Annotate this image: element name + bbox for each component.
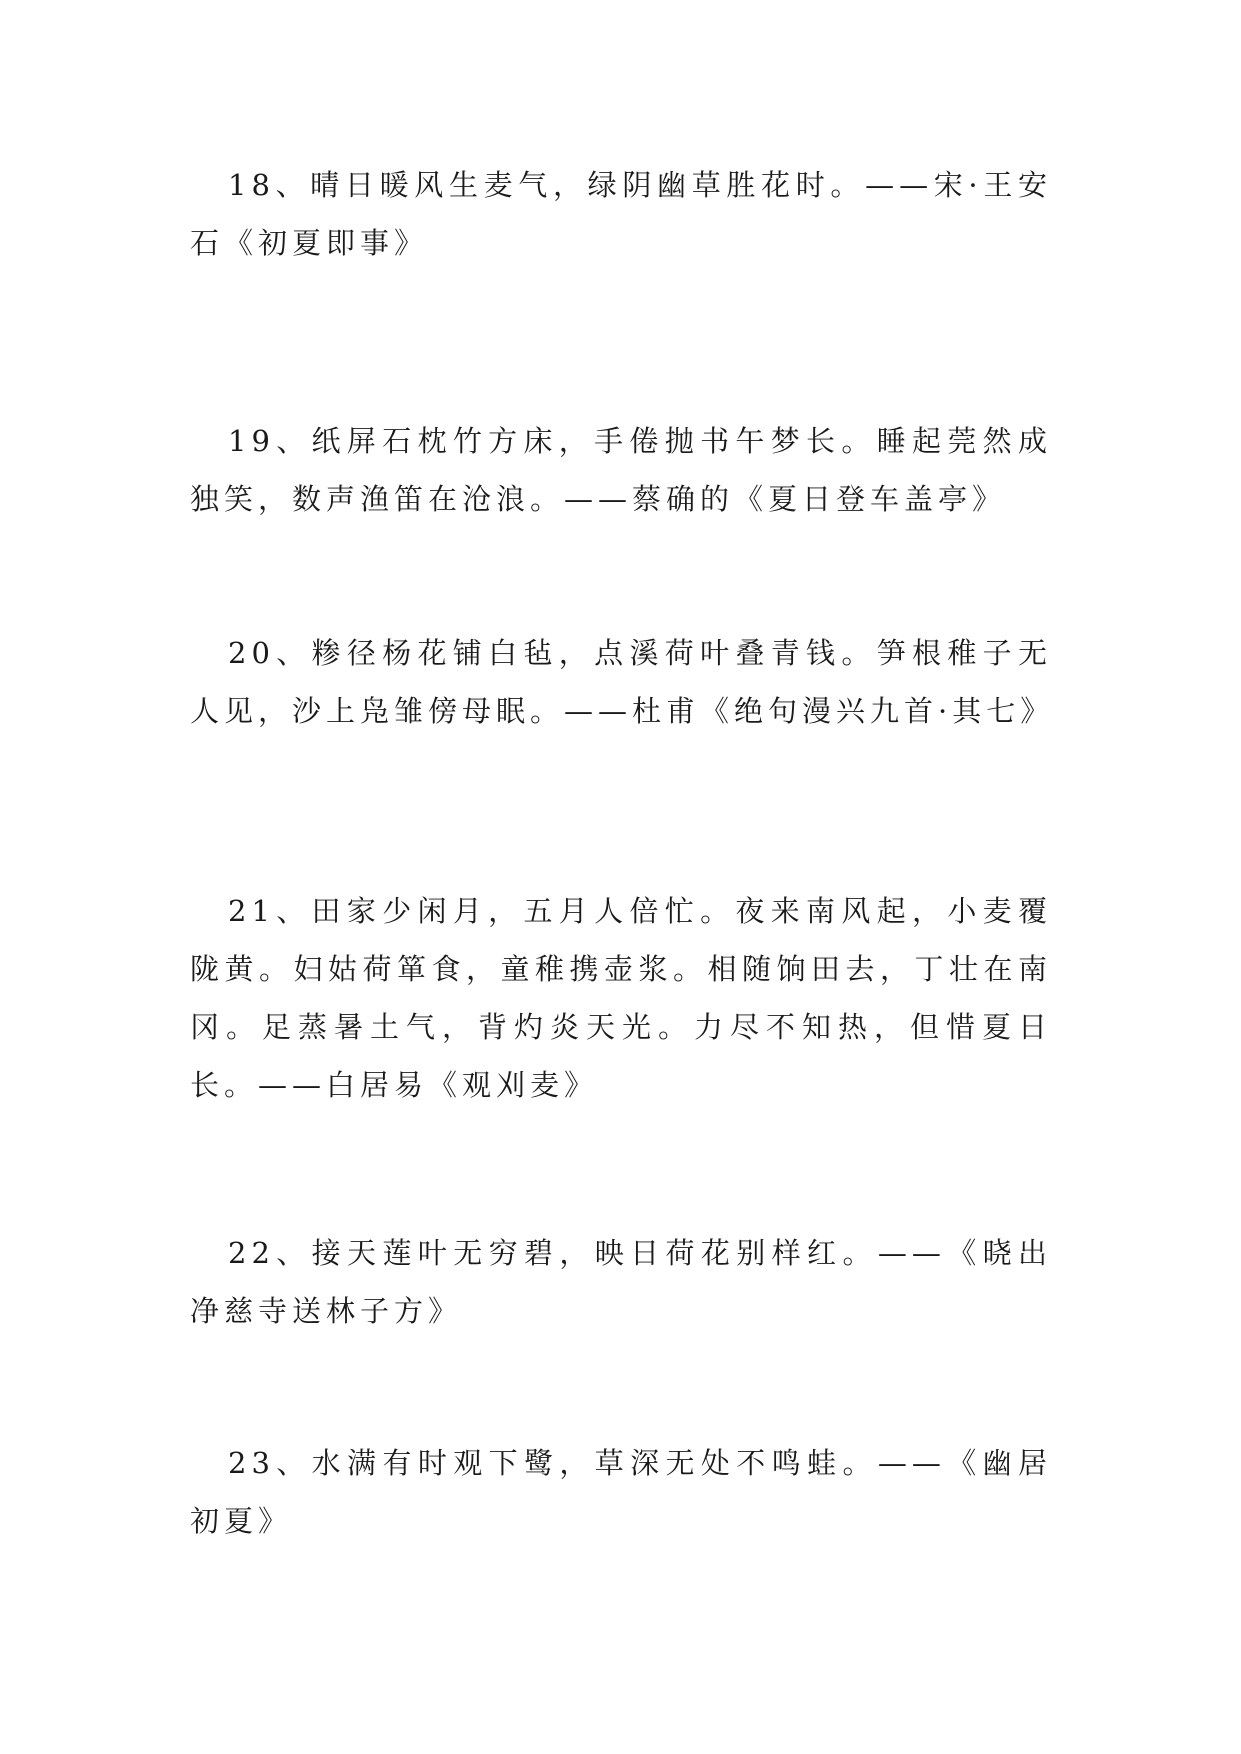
poem-paragraph-23: 23、水满有时观下鹭，草深无处不鸣蛙。——《幽居初夏》 [190,1446,1052,1538]
poem-paragraph-21: 21、田家少闲月，五月人倍忙。夜来南风起，小麦覆陇黄。妇姑荷箪食，童稚携壶浆。相随饷田去，丁壮在南冈。足蒸暑土气，背灼炎天光。力尽不知热，但惜夏日长。——白居易《观刈麦》 [190,894,1052,1102]
poem-paragraph-20: 20、糁径杨花铺白毡，点溪荷叶叠青钱。笋根稚子无人见，沙上凫雏傍母眠。——杜甫《绝句漫兴九首·其七》 [190,636,1055,728]
poem-paragraph-22: 22、接天莲叶无穷碧，映日荷花别样红。——《晓出净慈寺送林子方》 [190,1236,1052,1328]
poem-paragraph-18: 18、晴日暖风生麦气，绿阴幽草胜花时。——宋·王安石《初夏即事》 [190,168,1052,260]
poem-paragraph-19: 19、纸屏石枕竹方床，手倦抛书午梦长。睡起莞然成独笑，数声渔笛在沧浪。——蔡确的《夏日登车盖亭》 [190,424,1052,516]
